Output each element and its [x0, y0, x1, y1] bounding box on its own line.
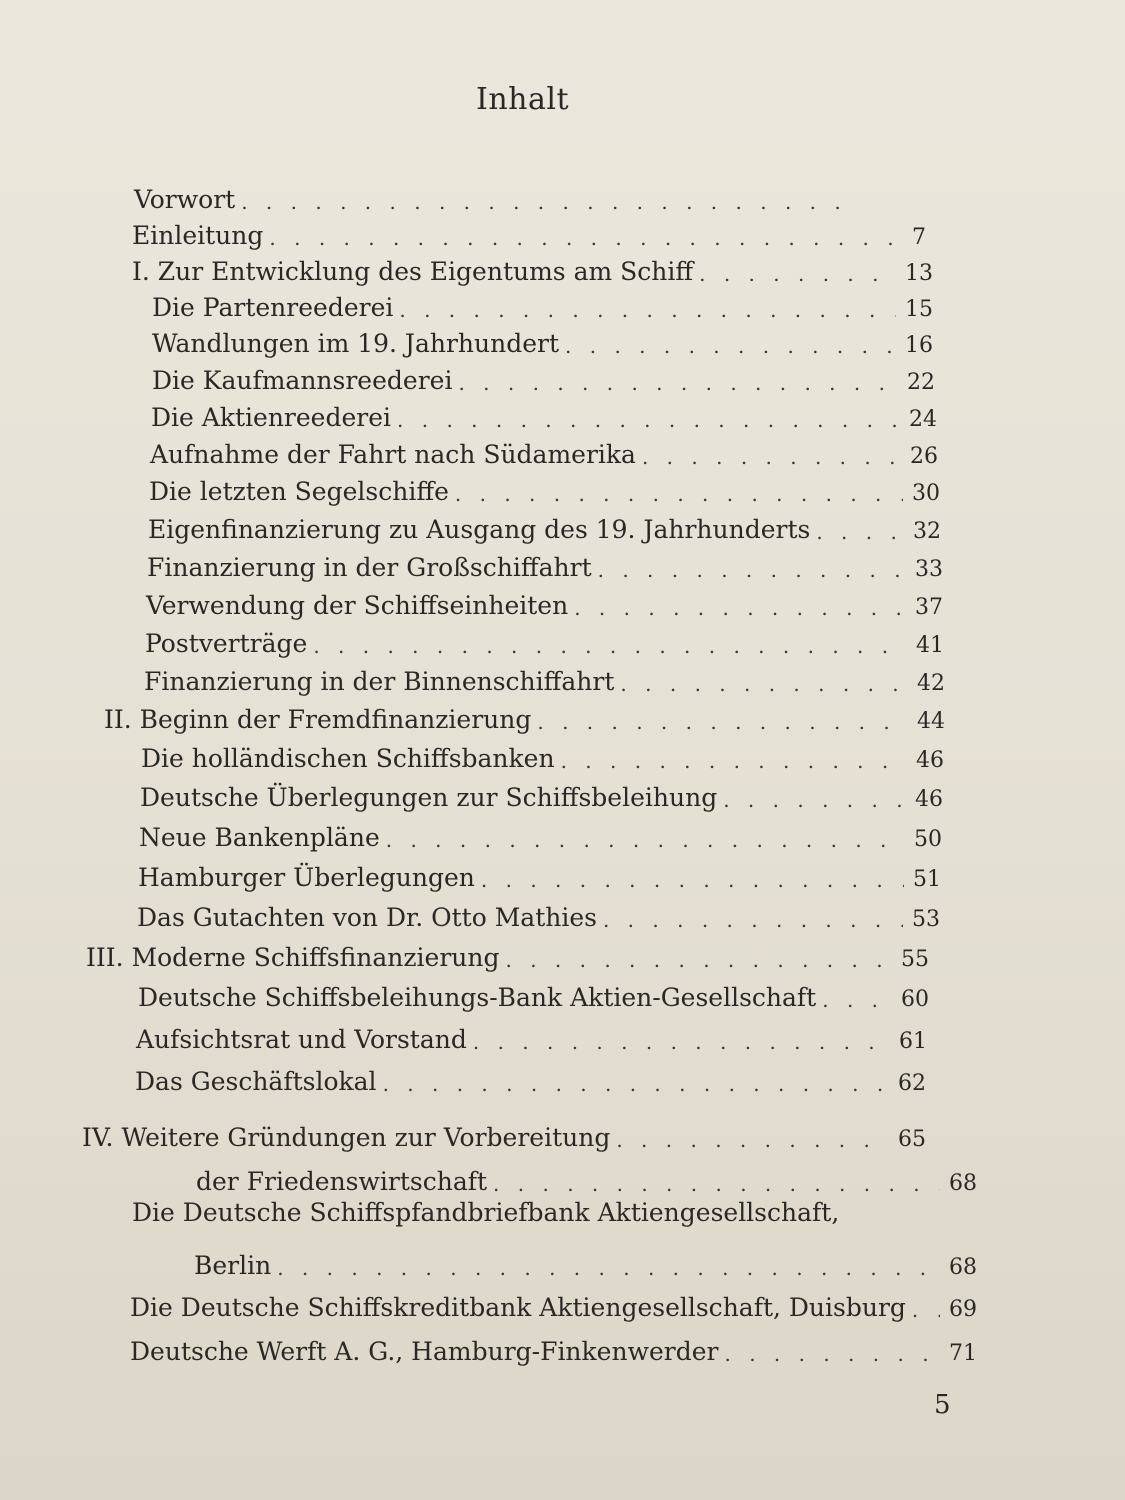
toc-entry — [152, 359, 944, 395]
toc-entry-text: Einleitung — [132, 221, 264, 250]
leader-dots — [537, 710, 908, 734]
toc-entry-text: Vorwort — [134, 185, 236, 214]
toc-entry-page: 61 — [899, 1029, 927, 1054]
leader-dots — [598, 558, 906, 582]
page-title: Inhalt — [475, 82, 570, 117]
leader-dots — [493, 1172, 940, 1196]
toc-entry-text: Eigenfinanzierung zu Ausgang des 19. Jahrhunderts — [148, 515, 811, 544]
toc-entry — [137, 896, 949, 932]
toc-entry-page: 60 — [901, 987, 929, 1012]
toc-entry-text: Postverträge — [145, 629, 308, 658]
toc-entry-text: Die Aktienreederei — [151, 403, 392, 432]
leader-dots — [723, 788, 906, 812]
toc-entry-text: Die Deutsche Schiffspfandbriefbank Aktiengesellschaft, — [132, 1198, 840, 1227]
toc-entry-text: I. Zur Entwicklung des Eigentums am Schiff — [132, 257, 694, 286]
toc-entry-page: 30 — [912, 481, 940, 506]
leader-dots — [574, 596, 906, 620]
toc-entry-page: 37 — [915, 595, 943, 620]
leader-dots — [822, 988, 892, 1012]
toc-entry-page: 55 — [901, 947, 929, 972]
toc-entry-text: Neue Bankenpläne — [139, 823, 380, 852]
toc-entry — [86, 936, 938, 972]
toc-entry — [150, 433, 947, 469]
toc-entry-page: 16 — [905, 333, 933, 358]
toc-entry — [152, 286, 942, 322]
leader-dots — [397, 408, 900, 432]
toc-entry-text: Hamburger Überlegungen — [138, 863, 475, 892]
toc-entry-page: 69 — [949, 1297, 977, 1322]
toc-entry — [82, 1116, 935, 1152]
toc-entry — [196, 1160, 986, 1196]
leader-dots — [565, 334, 896, 358]
leader-dots — [277, 1256, 940, 1280]
toc-entry-text: Das Gutachten von Dr. Otto Mathies — [137, 903, 597, 932]
leader-dots — [455, 482, 903, 506]
leader-dots — [505, 948, 892, 972]
toc-entry — [132, 1198, 952, 1234]
toc-entry-page: 46 — [915, 787, 943, 812]
toc-entry — [194, 1244, 986, 1280]
toc-entry — [151, 396, 946, 432]
toc-entry-page: 33 — [915, 557, 943, 582]
toc-entry-page: 13 — [905, 261, 933, 286]
leader-dots — [561, 749, 907, 773]
toc-entry-text: Die Deutsche Schiffskreditbank Aktiengesellschaft, Duisburg — [130, 1293, 906, 1322]
leader-dots — [386, 828, 905, 852]
leader-dots — [642, 445, 901, 469]
toc-entry-text: II. Beginn der Fremdfinanzierung — [104, 705, 532, 734]
leader-dots — [241, 190, 858, 214]
toc-entry-page: 41 — [916, 633, 944, 658]
leader-dots — [313, 634, 907, 658]
toc-entry-page: 24 — [909, 407, 937, 432]
toc-entry-page: 53 — [912, 907, 940, 932]
leader-dots — [458, 371, 898, 395]
toc-entry — [138, 856, 950, 892]
toc-entry — [139, 816, 951, 852]
leader-dots — [383, 1072, 889, 1096]
toc-entry-text: IV. Weitere Gründungen zur Vorbereitung — [82, 1123, 611, 1152]
toc-entry-page: 42 — [917, 671, 945, 696]
toc-entry — [148, 508, 950, 544]
toc-entry — [135, 1060, 935, 1096]
toc-entry-page: 44 — [917, 709, 945, 734]
leader-dots — [481, 868, 904, 892]
toc-entry — [140, 776, 952, 812]
toc-entry-text: Deutsche Werft A. G., Hamburg-Finkenwerder — [130, 1337, 719, 1366]
leader-dots — [699, 262, 896, 286]
toc-entry-page: 26 — [910, 444, 938, 469]
toc-entry-text: Berlin — [194, 1251, 272, 1280]
leader-dots — [912, 1298, 940, 1322]
toc-entry-page: 15 — [905, 297, 933, 322]
leader-dots — [724, 1342, 940, 1366]
toc-entry-text: Die Partenreederei — [152, 293, 394, 322]
toc-entry-page: 65 — [898, 1127, 926, 1152]
toc-entry-page: 68 — [949, 1255, 977, 1280]
toc-entry — [138, 976, 938, 1012]
toc-entry — [146, 584, 952, 620]
toc-entry-text: Finanzierung in der Binnenschiffahrt — [144, 667, 615, 696]
toc-entry — [132, 250, 942, 286]
toc-entry-text: Wandlungen im 19. Jahrhundert — [152, 329, 560, 358]
leader-dots — [816, 520, 904, 544]
toc-entry — [144, 660, 954, 696]
toc-entry — [147, 546, 952, 582]
toc-entry-text: Die holländischen Schiffsbanken — [141, 744, 555, 773]
toc-entry — [149, 470, 949, 506]
toc-entry — [145, 622, 953, 658]
toc-entry-page: 62 — [898, 1071, 926, 1096]
leader-dots — [603, 908, 903, 932]
toc-entry-text: Aufnahme der Fahrt nach Südamerika — [150, 440, 636, 469]
toc-entry-page: 71 — [949, 1341, 977, 1366]
toc-entry — [132, 214, 942, 250]
toc-entry — [104, 698, 954, 734]
toc-entry-page: 22 — [907, 370, 935, 395]
leader-dots — [473, 1030, 890, 1054]
toc-entry-text: Deutsche Schiffsbeleihungs-Bank Aktien-Gesellschaft — [138, 983, 817, 1012]
toc-entry-page: 46 — [916, 748, 944, 773]
toc-entry-page: 50 — [914, 827, 942, 852]
toc-entry-text: Die letzten Segelschiffe — [149, 477, 449, 506]
toc-entry-text: Deutsche Überlegungen zur Schiffsbeleihung — [140, 783, 718, 812]
toc-entry — [141, 737, 953, 773]
toc-entry — [136, 1018, 936, 1054]
toc-entry-text: III. Moderne Schiffsfinanzierung — [86, 943, 500, 972]
toc-entry — [152, 322, 942, 358]
toc-entry-text: der Friedenswirtschaft — [196, 1167, 488, 1196]
leader-dots — [616, 1128, 889, 1152]
leader-dots — [269, 226, 896, 250]
leader-dots — [399, 298, 896, 322]
toc-entry-text: Verwendung der Schiffseinheiten — [146, 591, 569, 620]
toc-entry-text: Finanzierung in der Großschiffahrt — [147, 553, 592, 582]
toc-entry-page: 51 — [913, 867, 941, 892]
toc-entry-page: 68 — [949, 1171, 977, 1196]
leader-dots — [620, 672, 908, 696]
toc-entry-text: Die Kaufmannsreederei — [152, 366, 453, 395]
toc-entry — [130, 1330, 986, 1366]
toc-entry-text: Das Geschäftslokal — [135, 1067, 377, 1096]
toc-entry-text: Aufsichtsrat und Vorstand — [136, 1025, 467, 1054]
toc-entry — [130, 1286, 986, 1322]
toc-entry-page: 7 — [912, 225, 926, 250]
page-number: 5 — [934, 1390, 951, 1420]
toc-entry-page: 32 — [913, 519, 941, 544]
toc-entry — [134, 178, 904, 214]
